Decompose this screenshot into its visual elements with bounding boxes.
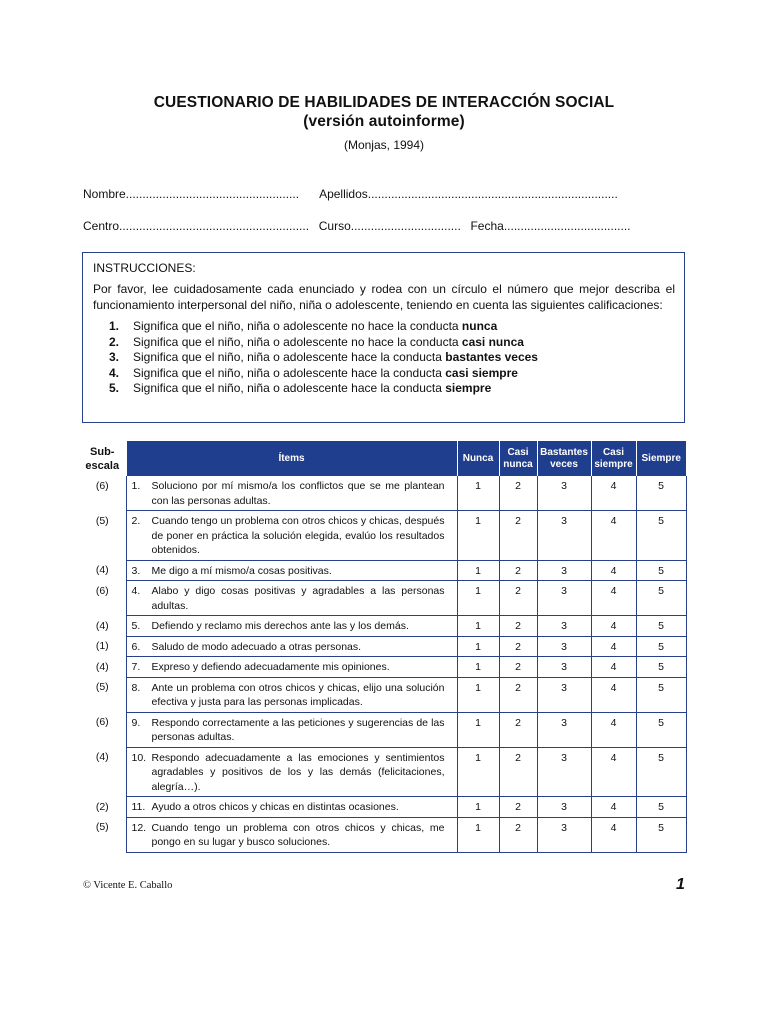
rating-option-2[interactable]: 2	[499, 636, 537, 657]
rating-option-4[interactable]: 4	[591, 817, 636, 852]
rating-option-5[interactable]: 5	[636, 817, 686, 852]
item-number: 12.	[131, 821, 147, 834]
item-text: Ante un problema con otros chicos y chicas, elijo una solución efectiva y justa para las personas implicadas.	[151, 681, 445, 708]
item-number: 1.	[131, 480, 141, 492]
item-number: 9.	[131, 716, 141, 729]
rating-item: 4. Significa que el niño, niña o adolescente hace la conducta casi siempre	[109, 365, 518, 380]
item-text: Saludo de modo adecuado a otras personas.	[151, 640, 362, 653]
table-row	[79, 817, 686, 852]
item-cell	[126, 476, 457, 511]
rating-option-1[interactable]: 1	[457, 747, 499, 797]
rating-option-2[interactable]: 2	[499, 511, 537, 561]
rating-option-3[interactable]: 3	[537, 712, 591, 747]
questionnaire-table	[79, 441, 687, 853]
subescala-cell: (1)	[95, 640, 109, 652]
rating-option-3[interactable]: 3	[537, 636, 591, 657]
rating-option-1[interactable]: 1	[457, 657, 499, 678]
rating-option-1[interactable]: 1	[457, 797, 499, 818]
rating-option-5[interactable]: 5	[636, 712, 686, 747]
instructions-title: INSTRUCCIONES:	[93, 261, 196, 275]
page-number: 1	[676, 876, 685, 893]
nunca-header: Nunca	[457, 441, 499, 476]
rating-option-2[interactable]: 2	[499, 747, 537, 797]
item-number: 3.	[131, 564, 141, 577]
instructions-box	[82, 252, 685, 423]
nombre-field[interactable]: Nombre....................................................	[83, 187, 300, 201]
siempre-header: Siempre	[636, 441, 686, 476]
table-header-row	[79, 441, 686, 476]
rating-option-1[interactable]: 1	[457, 476, 499, 511]
rating-option-1[interactable]: 1	[457, 712, 499, 747]
rating-option-5[interactable]: 5	[636, 797, 686, 818]
rating-option-4[interactable]: 4	[591, 511, 636, 561]
rating-option-1[interactable]: 1	[457, 581, 499, 616]
rating-option-1[interactable]: 1	[457, 616, 499, 637]
item-cell	[126, 712, 457, 747]
rating-option-4[interactable]: 4	[591, 616, 636, 637]
rating-option-3[interactable]: 3	[537, 747, 591, 797]
subescala-cell: (6)	[95, 716, 109, 728]
rating-option-3[interactable]: 3	[537, 677, 591, 712]
table-row	[79, 657, 686, 678]
rating-item: 5. Significa que el niño, niña o adolescente hace la conducta siempre	[109, 381, 492, 396]
rating-option-2[interactable]: 2	[499, 476, 537, 511]
item-cell	[126, 581, 457, 616]
rating-option-5[interactable]: 5	[636, 747, 686, 797]
rating-option-2[interactable]: 2	[499, 677, 537, 712]
subescala-cell: (4)	[95, 660, 109, 673]
rating-option-1[interactable]: 1	[457, 677, 499, 712]
page-subtitle: (versión autoinforme)	[303, 113, 465, 130]
rating-option-4[interactable]: 4	[591, 712, 636, 747]
rating-scale-list	[93, 319, 675, 397]
rating-option-3[interactable]: 3	[537, 616, 591, 637]
copyright: © Vicente E. Caballo	[83, 880, 173, 891]
item-number: 6.	[131, 640, 141, 653]
item-number: 4.	[131, 585, 141, 597]
item-number: 7.	[131, 661, 141, 673]
fecha-field[interactable]: Fecha......................................	[470, 219, 631, 233]
rating-option-5[interactable]: 5	[636, 636, 686, 657]
citation: (Monjas, 1994)	[343, 138, 425, 152]
item-cell	[126, 747, 457, 797]
rating-option-3[interactable]: 3	[537, 581, 591, 616]
centro-field[interactable]: Centro.........................................................	[83, 219, 310, 233]
table-row	[79, 797, 686, 818]
page-title: CUESTIONARIO DE HABILIDADES DE INTERACCIÓN SOCIAL	[153, 94, 615, 111]
subescala-cell: (6)	[95, 584, 109, 597]
rating-option-4[interactable]: 4	[591, 797, 636, 818]
rating-option-2[interactable]: 2	[499, 657, 537, 678]
rating-option-4[interactable]: 4	[591, 581, 636, 616]
rating-option-3[interactable]: 3	[537, 797, 591, 818]
rating-option-3[interactable]: 3	[537, 817, 591, 852]
rating-option-2[interactable]: 2	[499, 797, 537, 818]
item-cell	[126, 560, 457, 581]
item-number: 8.	[131, 681, 141, 694]
subescala-cell: (4)	[95, 564, 109, 576]
item-cell	[126, 511, 457, 561]
rating-option-5[interactable]: 5	[636, 560, 686, 581]
subescala-header: Sub-escala	[79, 441, 126, 476]
item-cell	[126, 636, 457, 657]
rating-option-5[interactable]: 5	[636, 616, 686, 637]
item-text: Alabo y digo cosas positivas y agradables a las personas adultas.	[151, 585, 445, 612]
table-row	[79, 616, 686, 637]
item-text: Cuando tengo un problema con otros chicos y chicas, me pongo en su lugar y busco soluciones.	[151, 821, 445, 848]
item-number: 10.	[131, 751, 147, 764]
rating-option-2[interactable]: 2	[499, 616, 537, 637]
table-row	[79, 476, 686, 511]
rating-option-2[interactable]: 2	[499, 817, 537, 852]
item-cell	[126, 817, 457, 852]
rating-option-4[interactable]: 4	[591, 677, 636, 712]
school-fields-row	[83, 219, 683, 233]
casi-nunca-header: Casi nunca	[499, 441, 537, 476]
item-cell	[126, 797, 457, 818]
rating-option-5[interactable]: 5	[636, 476, 686, 511]
item-text: Soluciono por mí mismo/a los conflictos que se me plantean con las personas adultas.	[151, 480, 445, 507]
rating-option-4[interactable]: 4	[591, 657, 636, 678]
questionnaire-body	[79, 476, 686, 852]
rating-option-5[interactable]: 5	[636, 677, 686, 712]
bastantes-veces-header: Bastantes veces	[537, 441, 591, 476]
subescala-cell: (5)	[95, 821, 109, 833]
rating-option-2[interactable]: 2	[499, 581, 537, 616]
item-text: Ayudo a otros chicos y chicas en distintas ocasiones.	[151, 801, 399, 813]
rating-item: 1. Significa que el niño, niña o adolescente no hace la conducta nunca	[109, 319, 498, 333]
item-text: Respondo adecuadamente a las emociones y sentimientos agradables y positivos de los y las demás (felicitaciones, alegría…).	[151, 751, 445, 793]
rating-option-1[interactable]: 1	[457, 817, 499, 852]
rating-option-1[interactable]: 1	[457, 636, 499, 657]
item-text: Me digo a mí mismo/a cosas positivas.	[151, 564, 332, 577]
rating-option-1[interactable]: 1	[457, 511, 499, 561]
rating-item: 3. Significa que el niño, niña o adolescente hace la conducta bastantes veces	[109, 350, 538, 365]
item-number: 2.	[131, 515, 141, 527]
rating-option-4[interactable]: 4	[591, 560, 636, 581]
rating-option-1[interactable]: 1	[457, 560, 499, 581]
instructions-text: Por favor, lee cuidadosamente cada enunciado y rodea con un círculo el número que mejor describa el funcionamiento interpersonal del niño, niña o adolescente, teniendo en cuenta las siguientes calificaciones:	[93, 282, 675, 312]
subescala-cell: (6)	[95, 480, 109, 492]
rating-option-3[interactable]: 3	[537, 657, 591, 678]
table-row	[79, 747, 686, 797]
subescala-cell: (4)	[95, 751, 109, 763]
item-text: Cuando tengo un problema con otros chicos y chicas, después de poner en práctica la solución elegida, evalúo los resultados obtenidos.	[151, 515, 445, 556]
item-number: 11.	[131, 801, 146, 813]
rating-option-4[interactable]: 4	[591, 636, 636, 657]
table-row	[79, 511, 686, 561]
name-fields-row	[83, 187, 683, 201]
subescala-cell: (5)	[95, 514, 109, 527]
curso-field[interactable]: Curso.................................	[318, 219, 461, 233]
rating-option-3[interactable]: 3	[537, 511, 591, 561]
casi-siempre-header: Casi siempre	[591, 441, 636, 476]
item-text: Respondo correctamente a las peticiones y sugerencias de las personas adultas.	[151, 716, 445, 743]
item-text: Expreso y defiendo adecuadamente mis opiniones.	[151, 661, 390, 673]
table-row	[79, 677, 686, 712]
item-number: 5.	[131, 620, 141, 632]
items-header: Ítems	[126, 441, 457, 476]
rating-option-5[interactable]: 5	[636, 581, 686, 616]
rating-option-3[interactable]: 3	[537, 476, 591, 511]
rating-option-4[interactable]: 4	[591, 747, 636, 797]
rating-option-2[interactable]: 2	[499, 712, 537, 747]
rating-option-5[interactable]: 5	[636, 511, 686, 561]
item-cell	[126, 616, 457, 637]
subescala-cell: (5)	[95, 681, 109, 693]
rating-option-3[interactable]: 3	[537, 560, 591, 581]
rating-item: 2. Significa que el niño, niña o adolescente no hace la conducta casi nunca	[109, 334, 524, 349]
rating-option-2[interactable]: 2	[499, 560, 537, 581]
item-text: Defiendo y reclamo mis derechos ante las y los demás.	[151, 620, 409, 632]
rating-option-4[interactable]: 4	[591, 476, 636, 511]
table-row	[79, 636, 686, 657]
table-row	[79, 581, 686, 616]
rating-option-5[interactable]: 5	[636, 657, 686, 678]
table-row	[79, 560, 686, 581]
table-row	[79, 712, 686, 747]
item-cell	[126, 677, 457, 712]
subescala-cell: (2)	[95, 800, 109, 813]
item-cell	[126, 657, 457, 678]
subescala-cell: (4)	[95, 619, 109, 632]
apellidos-field[interactable]: Apellidos...........................................................................	[319, 187, 618, 201]
